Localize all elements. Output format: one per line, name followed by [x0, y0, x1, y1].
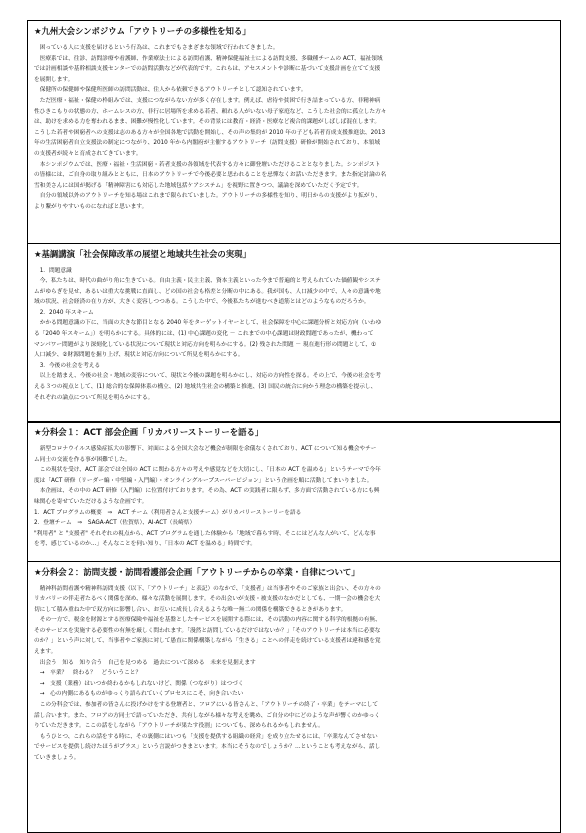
- paragraph: "利用者" と "支援者" それぞれの視点から、ACT プログラムを通した体験から「地域で暮らす時、そこにはどんな人がいて、どんな事: [34, 530, 376, 537]
- paragraph: 医療系では、往診、訪問診療や看護師、作業療法士による訪問看護、精神保健福祉士による訪問支援、多職種チームの ACT、福祉領域: [39, 55, 383, 62]
- paragraph: 本企画は、その中の ACT 研修（入門編）に位置付けております。その為、ACT の実践者に限らず、多方面で活動されている方にも興: [39, 488, 380, 495]
- paragraph: 味関心を寄せていただけるような企画です。: [34, 498, 148, 505]
- paragraph: 人口減少、②財源問題を掘り上げ、現状と対応方向について所見を明らかにする。: [34, 352, 244, 359]
- section-subcommittee-2: [27, 561, 561, 833]
- paragraph: 雪和美さんには国が掲げる「精神障害にも対応した地域包括ケアシステム」を視野に置きつつ、議論を深めていただく予定です。: [34, 182, 363, 189]
- paragraph: そのサービスを実施する必要性の有無を厳しく問われます。「漫然と訪問しているだけではないか？」「そのアウトリーチは本当に必要な: [34, 627, 381, 634]
- paragraph: ム同士の交流を作る事が困難でした。: [34, 456, 131, 463]
- paragraph: こうした若者や困窮者への支援は志のある方々が全国各地で活動を開始し、その声の集約が 2010 年の子ども若者育成支援推進法、2013: [34, 129, 386, 136]
- paragraph: それぞれの論点について所見を明らかにする。: [34, 394, 154, 401]
- section-title: ★基調講演「社会保障改革の展望と地域共生社会の実現」: [34, 248, 251, 259]
- paragraph: より繋がりやすいものになればと思います。: [34, 203, 148, 210]
- paragraph: 自分の領域以外のアウトリーチを知る場はこれまで限られていました。アウトリーチの多様性を知り、明日からの支援がより拡がり、: [39, 193, 381, 200]
- paragraph: 出会う 知る 知り合う 自己を見つめる 過去について深める 未来を見据えます: [39, 659, 256, 666]
- paragraph: ていきましょう。: [34, 755, 80, 761]
- paragraph: ただ医療・福祉・保健の枠組みでは、支援につながらない方が多く存在します。例えば、虐待や貧困で行き詰まっている方、非精神病: [39, 97, 381, 104]
- paragraph: る「2040 年スキーム」）を明らかにする。具体的には、(1) 中心課題の変化 － これまでの中心課題は財政問題であったが、機わって: [34, 331, 374, 338]
- arrow-item: → 心の内側にあるものがゆっくり語られていくプロセスにこそ、向き合いたい: [39, 691, 244, 698]
- paragraph: 本シンポジウムでは、医療・福祉・生活困窮・若者支援の各領域を代表する方々に御登壇いただけることとなりました。シンポジスト: [39, 161, 381, 168]
- paragraph: リカバリーの伴走者たるべく関係を深め、様々な活動を展開します。その出会いが支援・被支援のなかだとしても、一期一会の機会を大: [34, 596, 381, 603]
- arrow-item: → 卒業？ 終わる？ どういうこと？: [39, 670, 142, 677]
- paragraph: でサービスを提供し続けたほうがプラス」という言説がつきまといます。本当にそうなのでしょうか？…ということも考えながら、話し: [34, 744, 381, 751]
- paragraph: の皆様には、ご自身の取り組みとともに、日本のアウトリーチで今後必要と思われることを忌憚なくお話いただきます。また指定討論の名: [34, 172, 387, 179]
- paragraph: 困っている人に支援を届けるという行為は、これまでもさまざまな領域で行われてきました。: [39, 45, 279, 51]
- section-title: ★九州大会シンポジウム「アウトリーチの多様性を知る」: [34, 26, 251, 36]
- subheading: 3．今後の社会を考える: [39, 362, 101, 369]
- paragraph: りていただきます。ここの話をしながら「アウトリーチが果たす役割」についても、深められるかもしれません。: [34, 723, 324, 730]
- arrow-item: → 支援（業務）はいつか終わるかもしれないけど、関係（つながり）はつづく: [39, 680, 244, 687]
- paragraph: 以上を踏まえ、今後の社会・地域の変容について、現状と今後の課題を明らかにし、対応の方向性を探る。その上で、今後の社会を考: [39, 373, 381, 380]
- paragraph: 今、私たちは、時代の曲がり角に生きている。自由主義・民主主義、資本主義といった今まで普遍的と考えられていた価値観やシステ: [39, 278, 381, 285]
- subheading: 1．問題意識: [39, 267, 72, 274]
- section-title: ★分科会１：ACT 部会企画「リカバリーストーリーを語る」: [34, 427, 264, 437]
- list-item: 2．登壇チーム ⇒ SAGA-ACT（佐賀県）、AI-ACT（長崎県）: [34, 520, 196, 527]
- paragraph: は、助けを求める力を奪われるまま、困難が慢性化しています。その背景には教育・経済・医療など複合的課題がしばしば混在します。: [34, 119, 381, 126]
- paragraph: 年の生活困窮者自立支援法の制定につながり、2010 年から内閣府が主催するアウトリーチ（訪問支援）研修が開始されており、本領域: [34, 140, 381, 147]
- list-item: 1．ACT プログラムの概要 ⇒ ACT チーム（利用者さんと支援チーム）がリカバリーストーリーを語る: [34, 509, 302, 516]
- paragraph: のか？」という声に対して、当事者やご家族に対して愚直に関係構築しながら「生きる」ことへの伴走を続けている支援者は違和感を覚: [34, 638, 381, 645]
- paragraph: もうひとつ、これらの話をする時に、その裏側にはいつも「支援を提供する組織の経営」を成り立たせるには、「卒業なんてさせない: [39, 733, 378, 740]
- paragraph: を考、感じているのか…」そんなことを伺い知り、「日本の ACT を温める」時間です。: [34, 541, 256, 548]
- paragraph: 域の状況、社会経済の在り方が、大きく変容しつつある。こうした中で、今後私たちが進むべき道筋とはどのようなものだろうか。: [34, 299, 370, 306]
- paragraph: えます。: [34, 649, 57, 656]
- paragraph: える３つの視点として、(1) 総合的な保障体系の構立、(2) 地域共生社会の構築と推進、(3) 国民の統合に向かう理念の構築を提示し、: [34, 384, 377, 391]
- paragraph: 精神科訪問看護や精神科訪問支援（以下、「アウトリーチ」と表記）のなかで、「支援者」は当事者やそのご家族と出会い、その方々の: [39, 585, 381, 592]
- section-keynote: [27, 243, 561, 423]
- section-subcommittee-1: [27, 421, 561, 562]
- paragraph: では計画相談や基幹相談支援センターでの訪問活動などが代表的です。これらは、アセスメントや診断に基づいて支援計画を立てて支援: [34, 66, 381, 73]
- section-title: ★分科会２：訪問支援・訪問看護部会企画「アウトリーチからの卒業・自律について」: [34, 566, 360, 577]
- paragraph: この現状を受け、ACT 部会では全国の ACT に関わる方々の考えや感覚などを大切にし、「日本の ACT を温める」というテーマで今年: [39, 467, 381, 474]
- paragraph: 度は「ACT 研修（リーダー編・中堅編・入門編）・オンライングループスーパービジョン」という企画を順に活動してまいりました。: [34, 477, 373, 484]
- paragraph: を展開します。: [34, 76, 74, 83]
- paragraph: 話し合います。また、フロアの方同士で語っていただき、共有しながら様々な考えを眺め、ご自分の中にどのような声が響くのかゆっく: [34, 712, 380, 719]
- paragraph: 保健所の保健師や保健所医師の訪問活動は、住人から依頼できるアウトリーチとして認知されています。: [39, 87, 307, 94]
- section-symposium: [27, 20, 561, 244]
- paragraph: かかる問題意識の下に、当面の大きな節目となる 2040 年をターゲットイヤーとして、社会保障を中心に課題分析と対応方向（いわゆ: [39, 320, 382, 327]
- paragraph: ムがゆらぎを見せ、あるいは重大な挑戦に直面し、どの国の社会も格差と分断の中にある。我が国も、人口減少の中で、人々の意識や地: [34, 288, 381, 295]
- paragraph: 性ひきこもりの状態の方、ホームレスの方、非行に居場所を求める若者、頼れる人がいない母子家庭など、こうした社会的に孤立した方々: [34, 108, 387, 115]
- paragraph: この分科会では、参加者の皆さんに投げかけをする登壇者と、フロアにいる皆さんと、「アウトリーチの終了・卒業」をテーマにして: [39, 702, 379, 709]
- subheading: 2．2040 年スキーム: [39, 309, 94, 316]
- document-page: [27, 20, 561, 831]
- paragraph: 新型コロナウイルス感染症拡大の影響下、対面による全国大会など機会が制限を余儀なくされており、ACT について知る機会やチー: [39, 446, 377, 452]
- paragraph: の支援者が続々と育成されてきています。: [34, 150, 142, 157]
- paragraph: その一方で、税金を財源とする医療保険や福祉を基盤としたサービスを展開する際には、その活動の内容に関する科学的根拠の有無、: [39, 617, 381, 624]
- paragraph: 切にして積み重ねた中で双方向に影響し合い、お互いに成長し合えるような唯一無二の関係を構築できるときがあります。: [34, 606, 347, 613]
- paragraph: マンパワー問題がより深刻化している状況について現状と対応方向を明らかにする。(2) 残された問題 － 現在進行形の問題として、①: [34, 341, 377, 348]
